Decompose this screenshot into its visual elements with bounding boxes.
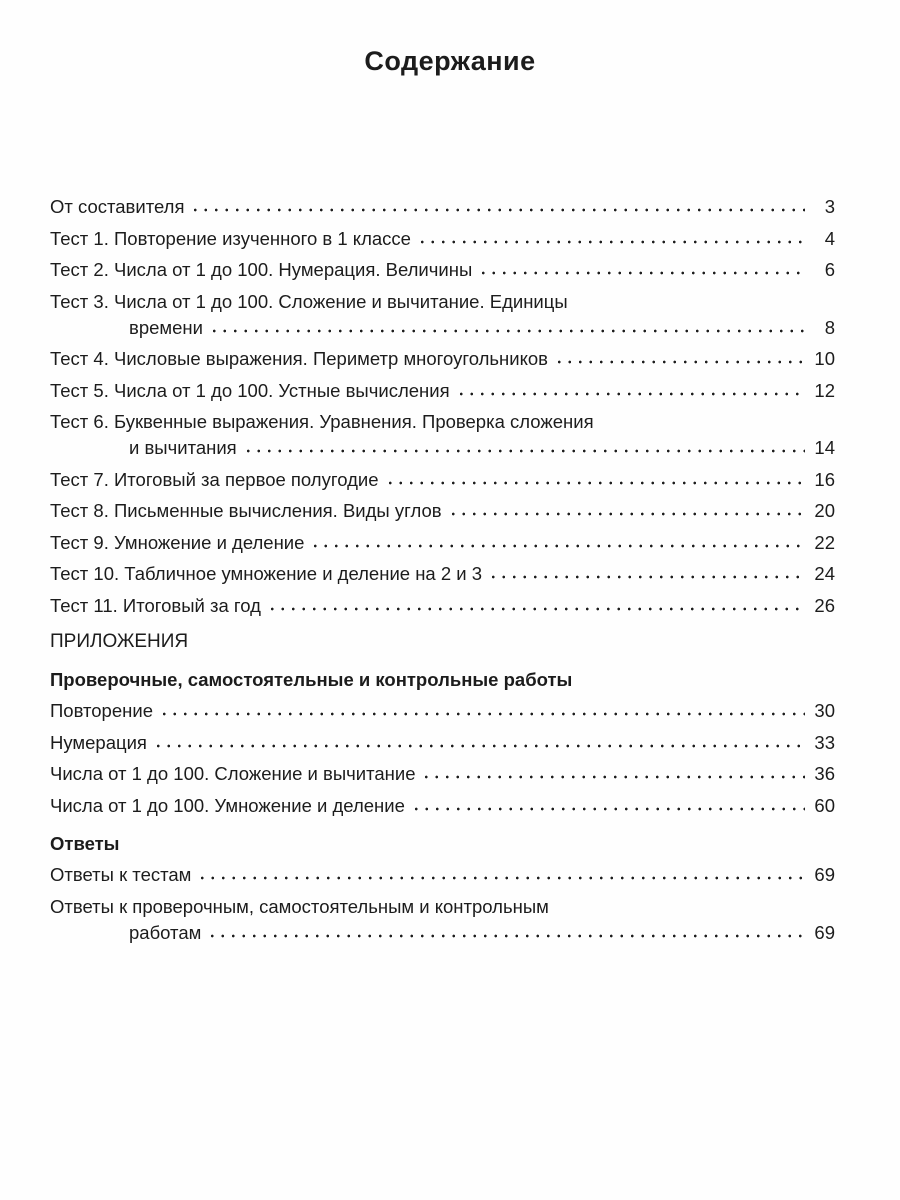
toc-entry-page: 3 (824, 196, 835, 217)
dot-leader (478, 270, 805, 276)
dot-leader (267, 606, 805, 612)
toc-entry-title: Ответы к тестам (50, 864, 192, 885)
tests-list (50, 190, 835, 617)
toc-entry[interactable] (50, 370, 835, 402)
table-of-contents (50, 190, 835, 944)
toc-entry-title: Тест 4. Числовые выражения. Периметр многоугольников (50, 348, 548, 369)
toc-entry-page: 26 (814, 594, 835, 616)
dot-leader (209, 328, 805, 334)
toc-entry-page: 36 (814, 763, 835, 784)
toc-entry-page: 12 (814, 379, 835, 401)
toc-entry-title: Числа от 1 до 100. Умножение и деление (50, 794, 405, 816)
toc-entry-page: 4 (824, 227, 835, 249)
page-title: Содержание (364, 46, 536, 76)
toc-entry-title: Тест 1. Повторение изученного в 1 классе (50, 227, 411, 249)
toc-entry[interactable] (50, 250, 835, 282)
toc-entry-title: Числа от 1 до 100. Сложение и вычитание (50, 763, 416, 784)
toc-entry-page: 8 (824, 316, 835, 338)
dot-leader (207, 933, 805, 939)
dot-leader (197, 875, 805, 881)
toc-entry[interactable] (50, 886, 835, 944)
toc-entry-title: Тест 11. Итоговый за год (50, 594, 261, 616)
toc-entry-title: работам (129, 921, 202, 943)
toc-entry[interactable] (50, 722, 835, 754)
toc-entry-page: 30 (814, 700, 835, 721)
toc-entry-title: Ответы к проверочным, самостоятельным и контрольным (50, 895, 549, 917)
toc-entry-title: Тест 7. Итоговый за первое полугодие (50, 468, 379, 490)
dot-leader (385, 480, 806, 486)
toc-entry[interactable] (50, 522, 835, 554)
toc-entry-title: Повторение (50, 700, 153, 721)
toc-entry-page: 20 (814, 500, 835, 521)
toc-entry-page: 16 (814, 468, 835, 490)
toc-entry[interactable] (50, 459, 835, 491)
toc-entry-title: Тест 6. Буквенные выражения. Уравнения. Проверка сложения (50, 411, 594, 432)
toc-entry[interactable] (50, 754, 835, 786)
dot-leader (190, 207, 805, 213)
dot-leader (310, 543, 805, 549)
toc-entry[interactable] (50, 585, 835, 617)
toc-entry-page: 6 (824, 259, 835, 280)
toc-entry-title: Тест 10. Табличное умножение и деление на 2 и 3 (50, 563, 483, 584)
toc-entry[interactable] (50, 491, 835, 523)
toc-entry[interactable] (50, 339, 835, 371)
dot-leader (153, 743, 805, 749)
toc-entry[interactable] (50, 218, 835, 250)
dot-leader (243, 448, 805, 454)
toc-entry-title: Тест 5. Числа от 1 до 100. Устные вычисления (50, 379, 450, 401)
toc-entry-page: 69 (814, 921, 835, 943)
answers-heading: Ответы (50, 832, 120, 854)
dot-leader (456, 391, 805, 397)
toc-entry[interactable] (50, 785, 835, 817)
toc-entry-title: и вычитания (129, 437, 237, 458)
dot-leader (159, 711, 805, 717)
dot-leader (421, 774, 805, 780)
toc-entry[interactable] (50, 190, 835, 218)
toc-entry-page: 10 (814, 348, 835, 369)
appendix-heading: ПРИЛОЖЕНИЯ (50, 630, 189, 652)
toc-entry[interactable] (50, 691, 835, 723)
toc-entry-page: 24 (814, 563, 835, 584)
toc-entry-title: Тест 2. Числа от 1 до 100. Нумерация. Величины (50, 259, 473, 280)
dot-leader (488, 574, 805, 580)
toc-entry-title: Тест 3. Числа от 1 до 100. Сложение и вычитание. Единицы (50, 290, 568, 312)
toc-entry-title: времени (129, 316, 203, 338)
toc-entry-title: От составителя (50, 196, 185, 217)
works-heading: Проверочные, самостоятельные и контрольные работы (50, 668, 573, 690)
dot-leader (411, 806, 805, 812)
toc-entry-page: 60 (814, 794, 835, 816)
dot-leader (448, 511, 805, 517)
toc-entry-page: 22 (814, 531, 835, 553)
dot-leader (417, 239, 805, 245)
toc-entry-page: 33 (814, 731, 835, 753)
works-list (50, 691, 835, 817)
toc-entry[interactable] (50, 402, 835, 460)
toc-entry[interactable] (50, 855, 835, 887)
toc-entry-title: Тест 8. Письменные вычисления. Виды углов (50, 500, 442, 521)
toc-entry-title: Нумерация (50, 731, 147, 753)
toc-entry-page: 69 (814, 864, 835, 885)
toc-entry[interactable] (50, 554, 835, 586)
toc-entry[interactable] (50, 281, 835, 339)
toc-entry-page: 14 (814, 437, 835, 458)
toc-entry-title: Тест 9. Умножение и деление (50, 531, 305, 553)
answers-list (50, 855, 835, 944)
dot-leader (554, 359, 805, 365)
